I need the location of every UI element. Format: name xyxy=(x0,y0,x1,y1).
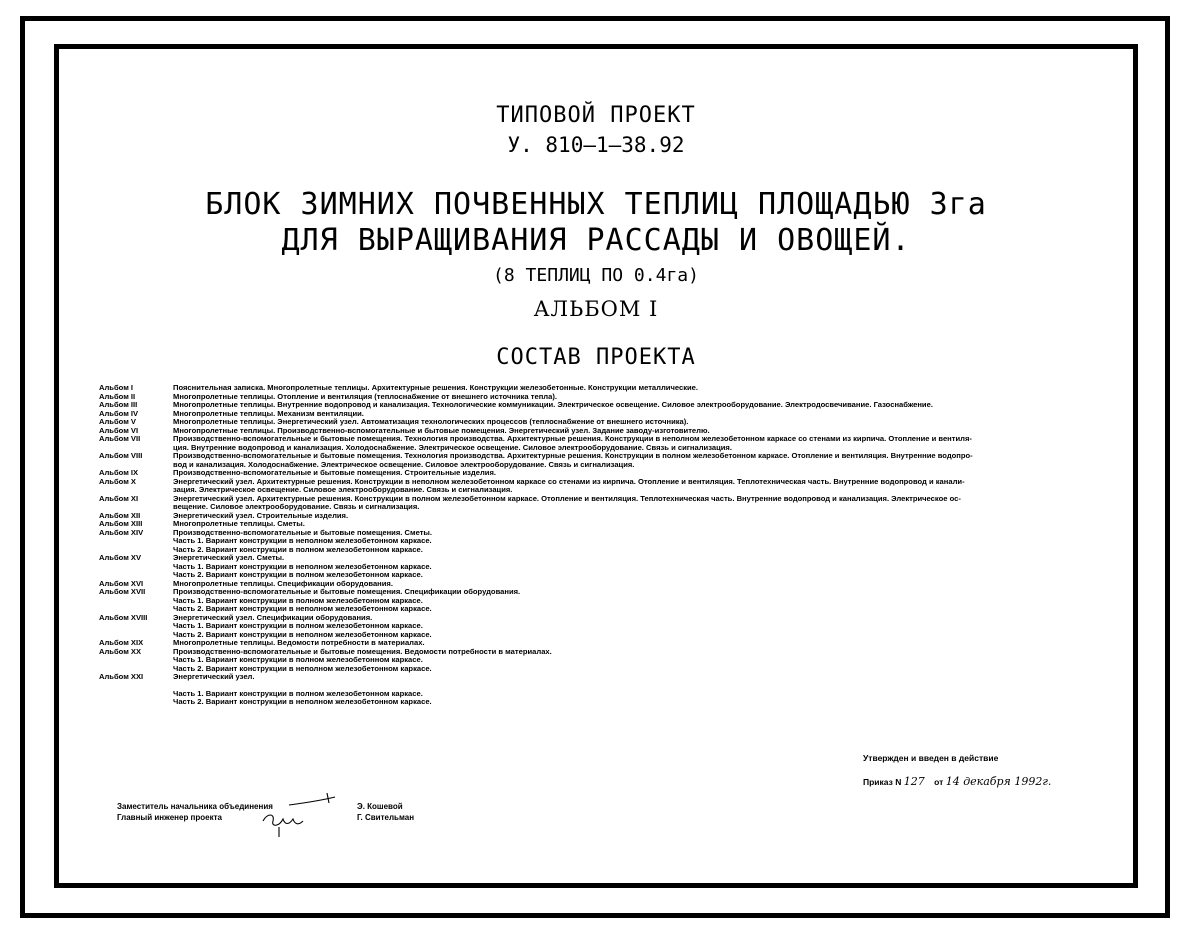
album-label: Альбом II xyxy=(99,391,136,401)
album-contents: Часть 2. Вариант конструкции в неполном железобетонном каркасе. xyxy=(173,663,432,673)
album-label: Альбом X xyxy=(99,476,136,486)
album-label: Альбом III xyxy=(99,400,138,409)
document-title-line1: БЛОК ЗИМНИХ ПОЧВЕННЫХ ТЕПЛИЦ ПЛОЩАДЬЮ 3га xyxy=(205,187,987,222)
album-contents: Часть 1. Вариант конструкции в неполном железобетонном каркасе. xyxy=(173,561,432,571)
date-prefix: от xyxy=(934,777,944,787)
album-contents: Многопролетные теплицы. Энергетический узел. Автоматизация технологических процессов (теплоснабжение от внешнего источника). xyxy=(173,417,689,426)
signature-name-2: Г. Свительман xyxy=(357,813,415,822)
album-label xyxy=(99,698,173,707)
album-label: Альбом VIII xyxy=(99,451,143,460)
signature-names xyxy=(357,801,414,823)
signature-role-2: Главный инженер проекта xyxy=(117,813,222,822)
signature-role-1: Заместитель начальника объединения xyxy=(117,802,273,811)
album-number: АЛЬБОМ I xyxy=(533,297,659,321)
album-contents: Производственно-вспомогательные и бытовые помещения. Технология производства. Архитектурные решения. Конструкции в неполном железобетонном каркасе со стенами из кирпича. Отопление и вентиля- xyxy=(173,434,972,443)
album-label: Альбом VII xyxy=(99,434,141,443)
album-contents: Многопролетные теплицы. Отопление и вентиляция (теплоснабжение от внешнего источника тепла). xyxy=(173,391,557,401)
album-contents: Пояснительная записка. Многопролетные теплицы. Архитектурные решения. Конструкции железобетонные. Конструкции металлические. xyxy=(173,383,699,392)
document-title-line2: ДЛЯ ВЫРАЩИВАНИЯ РАССАДЫ И ОВОЩЕЙ. xyxy=(281,223,911,258)
album-contents: Часть 1. Вариант конструкции в полном железобетонном каркасе. xyxy=(173,688,423,698)
album-label: Альбом VI xyxy=(99,425,139,435)
handwritten-signature xyxy=(249,791,349,839)
album-contents: Часть 1. Вариант конструкции в полном железобетонном каркасе. xyxy=(173,595,423,605)
document-frame xyxy=(54,44,1138,888)
album-label: Альбом XII xyxy=(99,510,141,520)
order-prefix: Приказ N xyxy=(863,777,902,787)
project-code: У. 810–1–38.92 xyxy=(507,133,685,157)
album-label: Альбом XVIII xyxy=(99,612,148,622)
album-label: Альбом XVI xyxy=(99,578,144,588)
album-contents: Часть 2. Вариант конструкции в неполном железобетонном каркасе. xyxy=(173,629,432,639)
album-label xyxy=(99,563,173,572)
album-label: Альбом XIX xyxy=(99,638,144,647)
album-contents: Энергетический узел. Спецификации оборудования. xyxy=(173,612,373,622)
album-label xyxy=(99,690,173,699)
approval-line: Утвержден и введен в действие xyxy=(863,753,999,763)
album-contents: Многопролетные теплицы. Производственно-вспомогательные и бытовые помещения. Энергетический узел. Задание заводу-изготовителю. xyxy=(173,425,710,435)
document-subtitle: (8 ТЕПЛИЦ ПО 0.4га) xyxy=(493,265,699,286)
album-contents: ция. Внутренние водопровод и канализация. Холодоснабжение. Электрическое освещение. Силовое электрооборудование. Связь и сигнализация. xyxy=(173,442,732,452)
album-label: Альбом XVII xyxy=(99,587,146,596)
order-date: 14 декабря 1992г. xyxy=(945,775,1052,788)
album-label: Альбом XIII xyxy=(99,519,143,528)
album-contents: Часть 2. Вариант конструкции в полном железобетонном каркасе. xyxy=(173,570,423,579)
album-label: Альбом XIV xyxy=(99,527,144,537)
album-contents: Производственно-вспомогательные и бытовые помещения. Спецификации оборудования. xyxy=(173,587,521,596)
album-contents: зация. Электрическое освещение. Силовое электрооборудование. Связь и сигнализация. xyxy=(173,485,513,494)
album-contents: Часть 1. Вариант конструкции в полном железобетонном каркасе. xyxy=(173,621,423,630)
album-contents: Часть 1. Вариант конструкции в неполном железобетонном каркасе. xyxy=(173,536,432,545)
album-label: Альбом V xyxy=(99,417,136,426)
album-contents: Многопролетные теплицы. Ведомости потребности в материалах. xyxy=(173,638,425,647)
album-contents: Энергетический узел. Архитектурные решения. Конструкции в неполном железобетонном каркасе со стенами из кирпича. Отопление и вентиляция. Теплотехническая часть. Внутренние водопровод и канали- xyxy=(173,476,965,486)
signature-name-1: Э. Кошевой xyxy=(357,802,403,811)
album-label xyxy=(99,656,173,665)
album-contents: Часть 1. Вариант конструкции в полном железобетонном каркасе. xyxy=(173,655,423,664)
album-contents: Многопролетные теплицы. Спецификации оборудования. xyxy=(173,578,393,588)
album-row xyxy=(99,698,1129,707)
album-contents: Энергетический узел. Сметы. xyxy=(173,553,285,562)
album-contents: Энергетический узел. xyxy=(173,672,255,681)
album-label: Альбом XX xyxy=(99,646,142,656)
album-contents: Энергетический узел. Архитектурные решения. Конструкции в полном железобетонном каркасе. Отопление и вентиляция. Теплотехническая часть. Внутренние водопровод и канализация. Электрическое ос- xyxy=(173,493,961,503)
section-heading: СОСТАВ ПРОЕКТА xyxy=(496,345,696,370)
album-contents: Часть 2. Вариант конструкции в полном железобетонном каркасе. xyxy=(173,544,423,554)
album-row xyxy=(99,673,1129,682)
album-contents: Энергетический узел. Строительные изделия. xyxy=(173,510,349,520)
album-contents: вод и канализация. Холодоснабжение. Электрическое освещение. Силовое электрооборудование. Связь и сигнализация. xyxy=(173,459,635,469)
album-contents: Часть 2. Вариант конструкции в неполном железобетонном каркасе. xyxy=(173,697,432,706)
album-label xyxy=(99,597,173,606)
project-type-heading: ТИПОВОЙ ПРОЕКТ xyxy=(496,103,696,128)
album-label: Альбом IX xyxy=(99,468,139,477)
album-label: Альбом XI xyxy=(99,493,139,503)
album-contents: Часть 2. Вариант конструкции в неполном железобетонном каркасе. xyxy=(173,604,432,613)
album-contents: Производственно-вспомогательные и бытовые помещения. Строительные изделия. xyxy=(173,468,496,477)
album-label xyxy=(99,622,173,631)
album-contents: Многопролетные теплицы. Сметы. xyxy=(173,519,305,528)
album-contents: Производственно-вспомогательные и бытовые помещения. Технология производства. Архитектурные решения. Конструкции в полном железобетонном каркасе. Отопление и вентиляция. Внутренние водопро- xyxy=(173,451,973,460)
album-label: Альбом IV xyxy=(99,408,139,418)
album-label: Альбом I xyxy=(99,383,134,392)
album-label: Альбом XXI xyxy=(99,672,144,681)
album-contents: вещение. Силовое электрооборудование. Связь и сигнализация. xyxy=(173,502,420,511)
album-label xyxy=(99,537,173,546)
album-label: Альбом XV xyxy=(99,553,142,562)
album-contents: Многопролетные теплицы. Внутренние водопровод и канализация. Технологические коммуникации. Электрическое освещение. Силовое электрооборудование. Электродосвечивание. Газоснабжение. xyxy=(173,400,933,409)
album-contents: Производственно-вспомогательные и бытовые помещения. Сметы. xyxy=(173,527,433,537)
approval-order xyxy=(863,775,1051,788)
album-list xyxy=(99,384,1129,707)
album-contents: Производственно-вспомогательные и бытовые помещения. Ведомости потребности в материалах. xyxy=(173,646,552,656)
album-contents: Многопролетные теплицы. Механизм вентиляции. xyxy=(173,408,364,418)
order-number: 127 xyxy=(903,775,925,788)
